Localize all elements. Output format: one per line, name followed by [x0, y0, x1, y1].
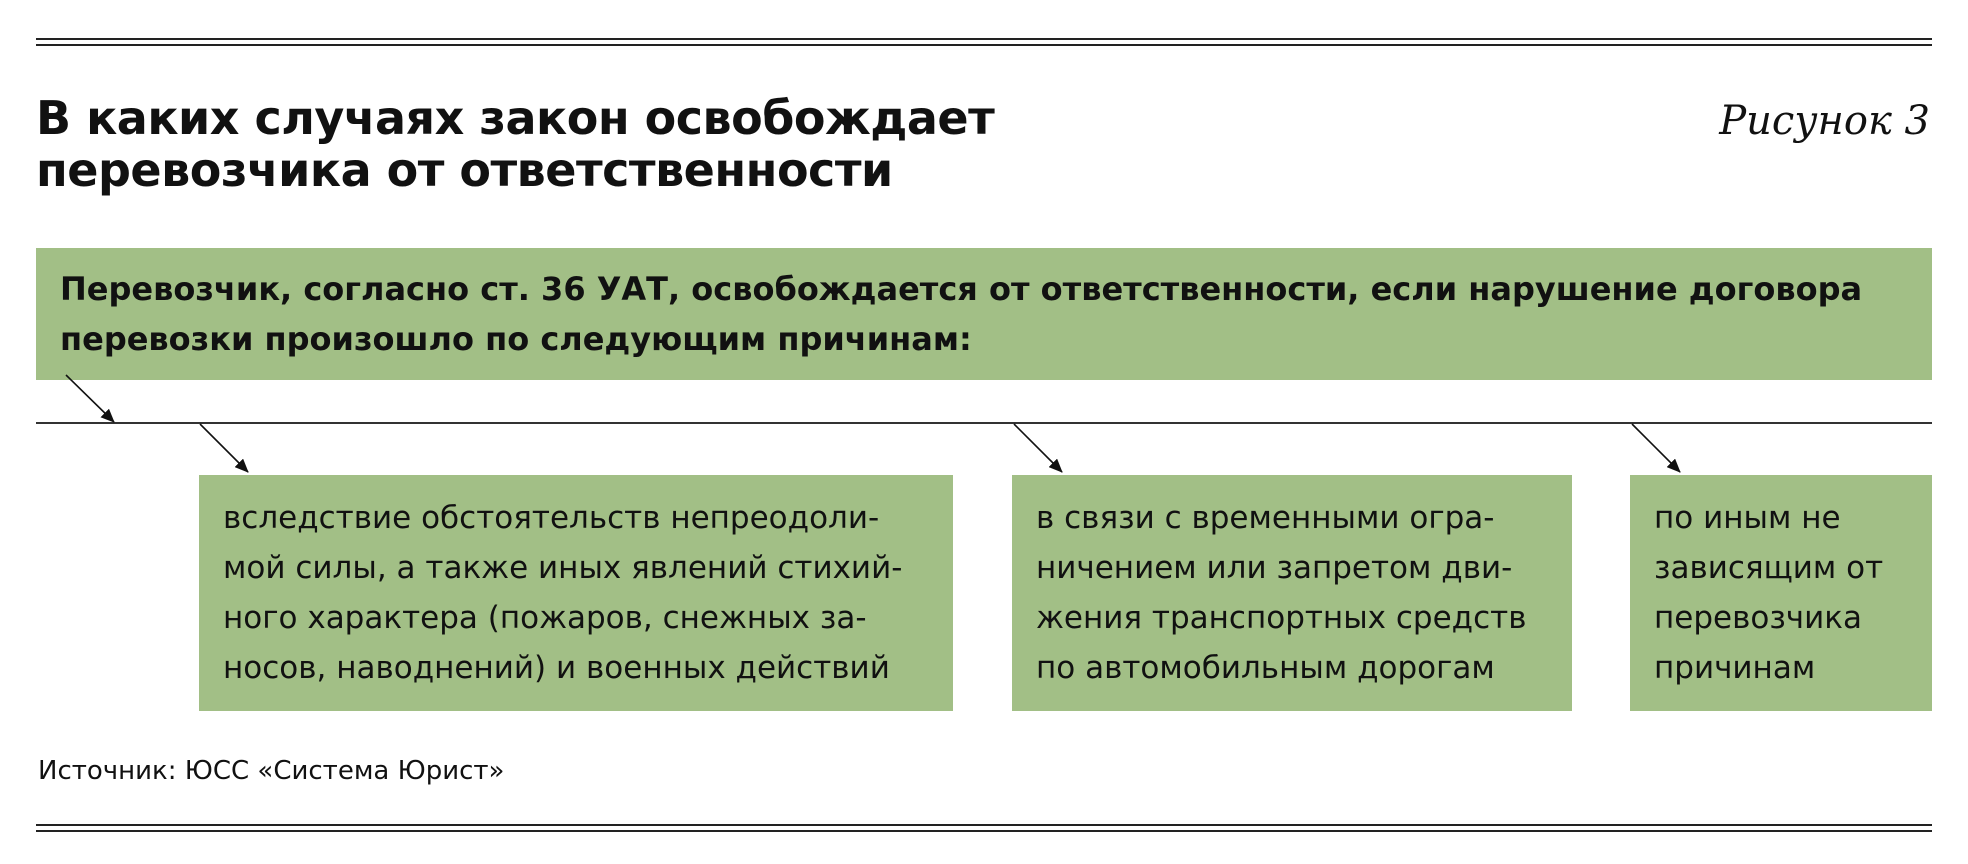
title-line: перевозчика от ответственности	[36, 143, 893, 197]
box-text-line: мой силы, а также иных явлений стихий-	[223, 550, 903, 586]
box-text-line: причинам	[1654, 650, 1816, 686]
bottom-rule-2	[36, 830, 1932, 832]
source-note: Источник: ЮСС «Система Юрист»	[38, 756, 505, 786]
arrow-header-to-line	[66, 375, 114, 422]
arrow-to-box-1	[200, 424, 248, 472]
box-text-line: в связи с временными огра-	[1036, 500, 1495, 536]
reason-box-force-majeure	[199, 475, 953, 711]
box-text-line: перевозчика	[1654, 600, 1862, 636]
box-text-line: по иным не	[1654, 500, 1841, 536]
reason-box-other-causes	[1630, 475, 1932, 711]
box-text-line: носов, наводнений) и военных действий	[223, 650, 890, 686]
box-text-line: по автомобильным дорогам	[1036, 650, 1495, 686]
title-line: В каких случаях закон освобождает	[36, 91, 995, 145]
box-text-line: ничением или запретом дви-	[1036, 550, 1513, 586]
box-text-line: зависящим от	[1654, 550, 1884, 586]
box-text-line: вследствие обстоятельств непреодоли-	[223, 500, 880, 536]
arrow-to-box-3	[1632, 424, 1680, 472]
figure-label: Рисунок 3	[1719, 98, 1930, 144]
arrow-to-box-2	[1014, 424, 1062, 472]
bottom-rule-1	[36, 824, 1932, 826]
box-text-line: жения транспортных средств	[1036, 600, 1527, 636]
header-text-line: Перевозчик, согласно ст. 36 УАТ, освобождается от ответственности, если нарушение договора	[60, 270, 1863, 308]
reason-box-traffic-restriction	[1012, 475, 1572, 711]
header-text-line: перевозки произошло по следующим причинам:	[60, 320, 972, 358]
box-text-line: ного характера (пожаров, снежных за-	[223, 600, 867, 636]
